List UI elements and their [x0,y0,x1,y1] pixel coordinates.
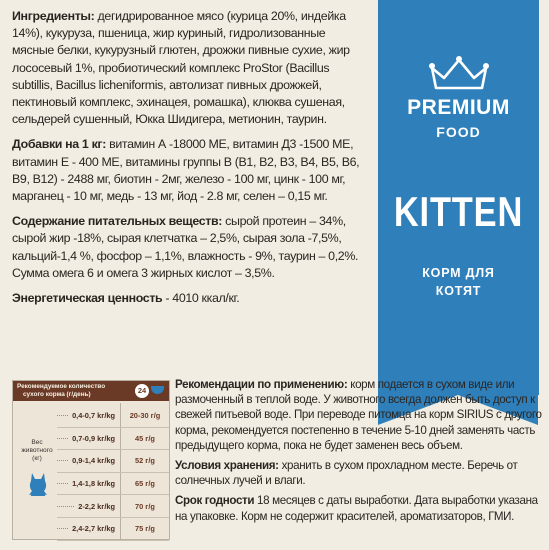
storage-text: хранить в сухом прохладном месте. Беречь от солнечных лучей и влаги. [175,459,518,488]
feeding-table [12,380,170,540]
crown-icon [428,56,490,92]
additives-paragraph [12,136,367,205]
kitten-title: KITTEN [393,188,524,235]
subtitle-line-1: КОРМ ДЛЯ [422,266,495,280]
food-title: FOOD [436,124,481,140]
usage-paragraph [175,377,543,453]
feeding-header-line-2: сухого корма (г/день) [23,390,91,398]
storage-paragraph [175,458,543,488]
weight-cell: 0,7-0,9 kг/kg [57,428,121,451]
weight-cell: 2,4-2,7 kг/kg [57,518,121,541]
composition-column [12,8,367,315]
cat-icon [27,471,49,497]
additives-label: Добавки на 1 кг: [12,137,107,152]
weight-cell: 0,4-0,7 kг/kg [57,405,121,428]
grams-cell: 70 г/g [121,495,169,518]
energy-text: - 4010 ккал/кг. [162,291,240,306]
weight-column [57,405,121,541]
grams-cell: 52 г/g [121,450,169,473]
shelf-life-paragraph [175,493,543,523]
nutrients-paragraph [12,213,367,282]
grams-cell: 75 г/g [121,518,169,541]
grams-cell: 20-30 г/g [121,405,169,428]
nutrients-text: сырой протеин – 34%, сырой жир -18%, сырая клетчатка – 2,5%, сырая зола -7,5%, кальций-1,4 %, фосфор – 1,1%, влажность - 9%, таурин – 0,2%. Сумма омега 6 и омега 3 жирных кислот – 3,5%. [12,214,359,280]
nutrients-label: Содержание питательных веществ: [12,214,223,229]
weight-axis-label: Вес животного (кг) [21,439,53,462]
grams-cell: 45 г/g [121,428,169,451]
additives-text: витамин А -18000 МЕ, витамин Д3 -1500 МЕ, витамин Е - 400 МЕ, витамины группы В (В1, В2, В3, В4, В5, В6, В9, В12) - 2488 мг, биотин - 2мг, железо - 100 мг, цинк - 100 мг, марганец - 10 мг, медь - 13 мг, йод - 2.8 мг, селен – 0,15 мг. [12,137,360,204]
instructions-column [175,377,543,529]
subtitle-line-2: КОТЯТ [435,284,482,298]
ingredients-paragraph [12,8,367,128]
usage-label: Рекомендации по применению: [175,378,348,391]
feeding-header-line-1: Рекомендуемое количество [17,383,106,390]
weight-cell: 0,9-1,4 kг/kg [57,450,121,473]
weight-cell: 1,4-1,8 kг/kg [57,473,121,496]
shelf-life-label: Срок годности [175,494,255,508]
ingredients-text: дегидрированное мясо (курица 20%, индейка 14%), кукуруза, пшеница, жир куриный, гидролизованные мясные белки, кукурузный глютен, дрожжи пивные сухие, жир лососевый 1%, пробиотический комплекс ProStor (Bacillus subtillis, Bacillus licheniformis, автолизат пивных дрожжей, пектиновый комплекс, эхинацея, ромашка), клюква сушеная, сельдерей сушенный, Юкка Шидигера, метионин, таурин. [12,9,350,127]
premium-title: PREMIUM [407,96,510,119]
shelf-life-text: 18 месяцев с даты выработки. Дата выработки указана на упаковке. Корм не содержит красителей, ароматизаторов, ГМИ. [175,494,538,523]
grams-cell: 65 г/g [121,473,169,496]
usage-text: корм подается в сухом виде или размоченный в теплой воде. У животного всегда должен быть доступ к свежей питьевой воде. При переводе питомца на корм SIRIUS с другого корма, рекомендуется постепенно в течение 5-10 дней заменять часть предыдущего корма, пока не будет заменен весь объем. [175,378,542,452]
energy-label: Энергетическая ценность [12,291,163,306]
feeding-table-header [13,381,169,401]
weight-cell: 2-2,2 kг/kg [57,495,121,518]
ingredients-label: Ингредиенты: [12,9,95,23]
energy-paragraph [12,290,367,307]
premium-banner [378,0,539,395]
grams-column [121,405,169,541]
age-badge: 24 [135,384,149,398]
storage-label: Условия хранения: [175,459,279,473]
